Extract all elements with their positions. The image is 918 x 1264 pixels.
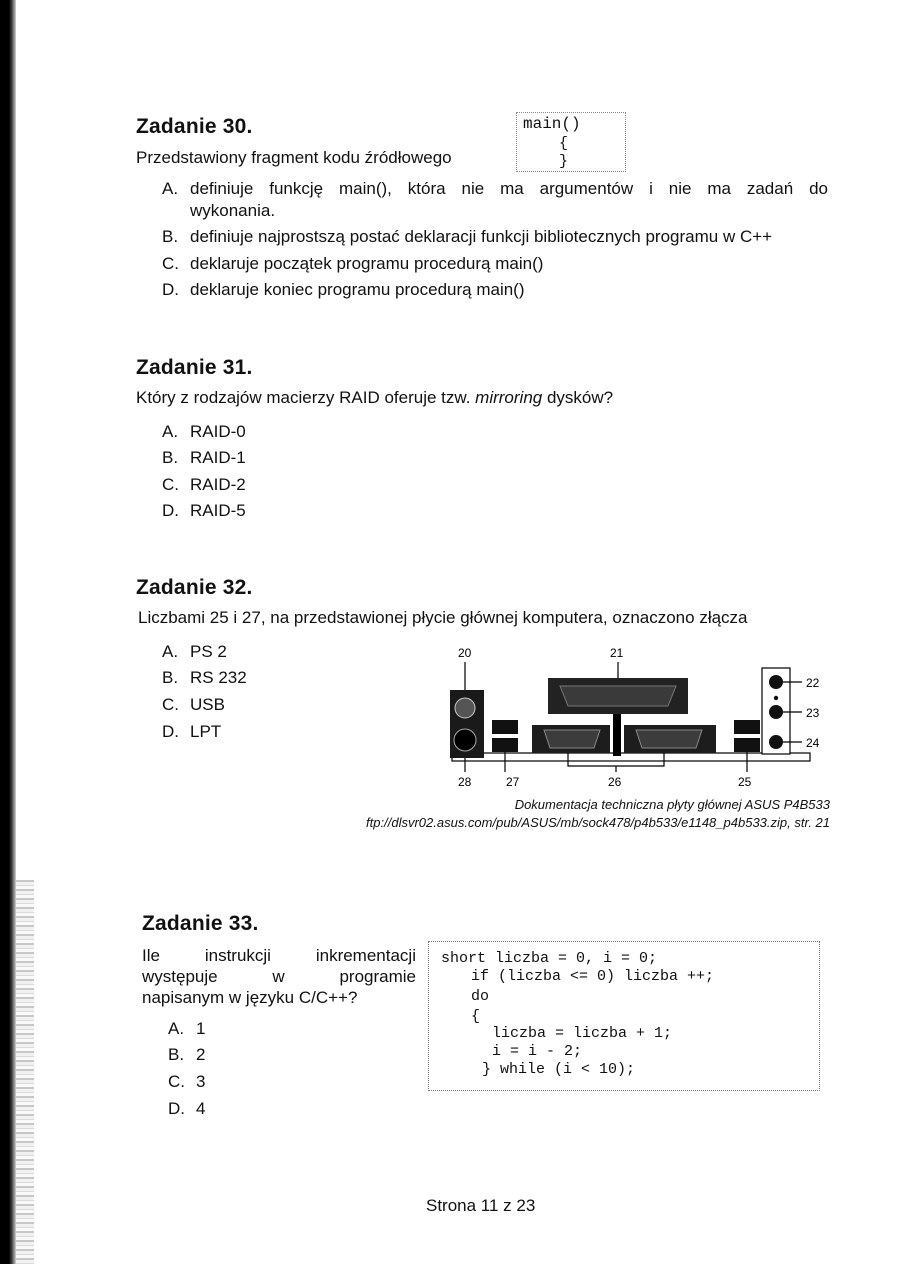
- usb-port-lower: [492, 738, 518, 752]
- option-text: definiuje najprostszą postać deklaracji funkcji bibliotecznych programu w C++: [190, 227, 773, 246]
- q33-option-c: [168, 1072, 205, 1092]
- option-letter: D.: [162, 722, 179, 741]
- q30-option-a: [162, 179, 832, 199]
- label-22: 22: [806, 676, 820, 690]
- q31-option-a: [162, 422, 246, 442]
- option-letter: B.: [168, 1045, 185, 1064]
- label-24: 24: [806, 736, 820, 750]
- q30-code-box: [516, 112, 626, 172]
- q31-option-b: [162, 448, 246, 468]
- q33-code-line: liczba = liczba + 1;: [492, 1025, 673, 1042]
- label-27: 27: [506, 775, 520, 789]
- label-26: 26: [608, 775, 622, 789]
- motherboard-back-panel-figure: [440, 640, 830, 790]
- option-text: RAID-5: [190, 501, 246, 520]
- q31-question-text: Który z rodzajów macierzy RAID oferuje tzw.: [136, 388, 476, 407]
- usb-port-upper: [492, 720, 518, 734]
- q30-option-d: [162, 280, 525, 300]
- option-text: RAID-0: [190, 422, 246, 441]
- ps2-mouse-port: [455, 698, 475, 718]
- figure-caption-title: Dokumentacja techniczna płyty głównej ASUS P4B533: [514, 797, 830, 812]
- option-text: RAID-1: [190, 448, 246, 467]
- q30-title: Zadanie 30.: [136, 115, 253, 138]
- usb2-port-upper: [734, 720, 760, 734]
- panel-base-rail: [452, 753, 810, 761]
- label-23: 23: [806, 706, 820, 720]
- label-28: 28: [458, 775, 472, 789]
- q30-code-line: {: [559, 135, 569, 152]
- q32-option-a: [162, 642, 227, 662]
- option-letter: D.: [168, 1099, 185, 1118]
- q31-question-italic: mirroring: [475, 388, 543, 407]
- label-25: 25: [738, 775, 752, 789]
- option-text: RAID-2: [190, 475, 246, 494]
- q33-question-line: napisanym w języku C/C++?: [142, 988, 358, 1007]
- option-letter: C.: [162, 254, 179, 273]
- q30-option-c: [162, 254, 543, 274]
- q33-code-line: short liczba = 0, i = 0;: [441, 950, 658, 967]
- q33-option-a: [168, 1019, 205, 1039]
- option-text: deklaruje koniec programu procedurą main(): [190, 280, 525, 299]
- q31-title: Zadanie 31.: [136, 356, 253, 379]
- ps2-keyboard-port: [454, 729, 476, 751]
- option-text: RS 232: [190, 668, 247, 687]
- q33-code-line: {: [471, 1008, 481, 1025]
- q30-code-line: main(): [523, 115, 581, 133]
- q33-code-line: if (liczba <= 0) liczba ++;: [471, 968, 715, 985]
- scan-noise: [16, 880, 34, 1264]
- option-letter: B.: [162, 448, 179, 467]
- q31-question-text-end: dysków?: [542, 388, 614, 407]
- option-letter: D.: [162, 501, 179, 520]
- option-letter: A.: [162, 642, 179, 661]
- q32-option-b: [162, 668, 247, 688]
- option-text: USB: [190, 695, 225, 714]
- usb2-port-lower: [734, 738, 760, 752]
- com-port-1-face: [544, 730, 600, 748]
- panel-bracket: [613, 714, 621, 756]
- option-text: LPT: [190, 722, 222, 741]
- q32-title: Zadanie 32.: [136, 576, 253, 599]
- q32-question: Liczbami 25 i 27, na przedstawionej płycie głównej komputera, oznaczono złącza: [138, 608, 748, 627]
- option-letter: B.: [162, 227, 179, 246]
- option-text: deklaruje początek programu procedurą main(): [190, 254, 544, 273]
- q31-option-d: [162, 501, 246, 521]
- q32-option-d: [162, 722, 221, 742]
- option-letter: A.: [168, 1019, 185, 1038]
- option-letter: C.: [162, 695, 179, 714]
- option-letter: C.: [168, 1072, 185, 1091]
- audio-led-dot: [774, 696, 778, 700]
- option-letter: D.: [162, 280, 179, 299]
- option-text: 4: [196, 1099, 206, 1118]
- q33-code-line: i = i - 2;: [492, 1043, 583, 1060]
- option-letter: A.: [162, 422, 179, 441]
- page-number: Strona 11 z 23: [426, 1196, 536, 1215]
- q33-option-b: [168, 1045, 205, 1065]
- option-text: PS 2: [190, 642, 227, 661]
- q30-option-a-cont: wykonania.: [190, 201, 276, 220]
- q30-code-line: }: [559, 153, 569, 170]
- q30-option-b: [162, 227, 772, 247]
- q31-question: [136, 388, 613, 408]
- q30-question: Przedstawiony fragment kodu źródłowego: [136, 148, 452, 167]
- option-text: 2: [196, 1045, 206, 1064]
- q33-code-box: [428, 941, 820, 1091]
- label-21: 21: [610, 646, 624, 660]
- q33-question-line: Ile instrukcji inkrementacji: [142, 946, 416, 965]
- option-text: definiuje funkcję main(), która nie ma argumentów i nie ma zadań do: [190, 179, 828, 198]
- q33-code-line: do: [471, 988, 490, 1005]
- figure-caption-source: ftp://dlsvr02.asus.com/pub/ASUS/mb/sock478/p4b533/e1148_p4b533.zip, str. 21: [366, 815, 830, 830]
- q33-question-line: występuje w programie: [142, 967, 416, 986]
- option-text: 3: [196, 1072, 206, 1091]
- com-port-2-face: [636, 730, 702, 748]
- option-letter: A.: [162, 179, 179, 198]
- audio-jack-line-in: [769, 675, 783, 689]
- label-20: 20: [458, 646, 472, 660]
- q31-option-c: [162, 475, 246, 495]
- option-letter: C.: [162, 475, 179, 494]
- audio-jack-mic: [769, 735, 783, 749]
- lpt-port-face: [560, 686, 676, 706]
- q33-code-line: } while (i < 10);: [482, 1061, 636, 1078]
- q32-option-c: [162, 695, 225, 715]
- q33-option-d: [168, 1099, 205, 1119]
- audio-jack-line-out: [769, 705, 783, 719]
- option-letter: B.: [162, 668, 179, 687]
- q33-title: Zadanie 33.: [142, 912, 259, 935]
- option-text: 1: [196, 1019, 206, 1038]
- scan-edge: [0, 0, 16, 1264]
